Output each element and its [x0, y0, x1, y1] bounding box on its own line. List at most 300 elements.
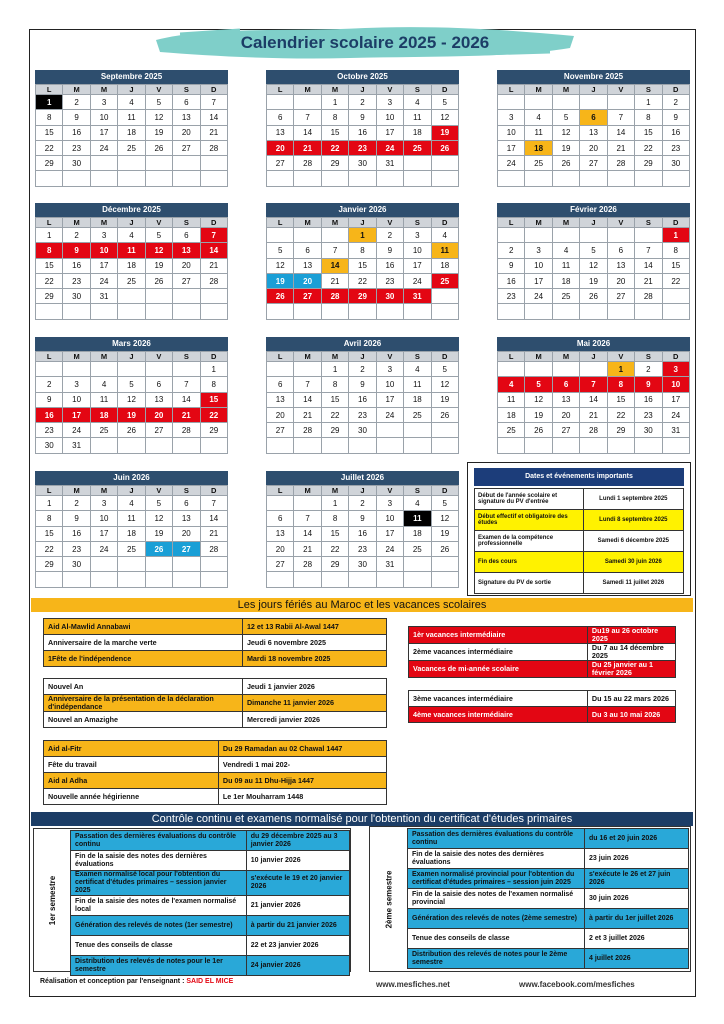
day-name: V — [376, 85, 403, 95]
day-cell: 21 — [580, 407, 607, 422]
empty-cell — [635, 171, 662, 186]
day-cell: 9 — [349, 110, 376, 125]
exam-task: Distribution des relevés de notes pour le 2ème semestre — [408, 949, 585, 969]
day-cell: 21 — [294, 541, 321, 556]
day-cell: 8 — [349, 243, 376, 258]
month-title: Juillet 2026 — [266, 471, 459, 485]
day-cell: 27 — [173, 273, 200, 288]
day-cell: 14 — [607, 125, 634, 140]
empty-cell — [145, 438, 172, 453]
holiday-row — [44, 695, 387, 712]
empty-cell — [525, 228, 552, 243]
important-date: Samedi 11 juillet 2026 — [583, 573, 683, 594]
exams-section-title: Contrôle continu et examens normalisé pour l'obtention du certificat d'études primaires — [31, 812, 693, 826]
day-cell: 24 — [63, 423, 90, 438]
empty-cell — [267, 95, 294, 110]
exam-row — [71, 956, 350, 976]
holidays-table-3 — [43, 740, 387, 805]
day-cell: 16 — [376, 258, 403, 273]
day-cell: 2 — [376, 228, 403, 243]
day-cell: 22 — [36, 541, 63, 556]
day-cell: 18 — [404, 125, 431, 140]
empty-cell — [294, 572, 321, 587]
empty-cell — [90, 557, 117, 572]
day-cell: 27 — [607, 289, 634, 304]
important-dates-title: Dates et événements importants — [474, 468, 684, 486]
day-cell: 18 — [118, 526, 145, 541]
day-name: L — [267, 352, 294, 362]
day-cell: 17 — [376, 392, 403, 407]
empty-cell — [431, 557, 458, 572]
footer-credit: Réalisation et conception par l'enseignant : SAID EL MICE — [40, 978, 234, 985]
empty-cell — [580, 95, 607, 110]
empty-cell — [63, 304, 90, 319]
day-name: S — [635, 218, 662, 228]
empty-cell — [90, 572, 117, 587]
day-cell: 22 — [36, 140, 63, 155]
day-cell: 18 — [404, 526, 431, 541]
day-name: L — [267, 218, 294, 228]
day-cell: 15 — [662, 258, 689, 273]
day-cell: 24 — [498, 156, 525, 171]
day-cell: 30 — [635, 423, 662, 438]
month-calendar — [497, 337, 690, 454]
empty-cell — [90, 362, 117, 377]
day-cell: 28 — [580, 423, 607, 438]
day-cell: 13 — [607, 258, 634, 273]
day-cell: 19 — [267, 273, 294, 288]
day-cell: 7 — [607, 110, 634, 125]
day-cell: 17 — [90, 125, 117, 140]
day-cell: 30 — [63, 289, 90, 304]
day-cell: 21 — [635, 273, 662, 288]
day-name: D — [431, 486, 458, 496]
holiday-name: Aid al-Fitr — [44, 741, 219, 757]
exam-task: Fin de la saisie des notes des dernières évaluations — [71, 851, 247, 871]
exam-task: Tenue des conseils de classe — [71, 936, 247, 956]
day-cell: 21 — [321, 273, 348, 288]
day-cell: 15 — [36, 125, 63, 140]
day-cell: 23 — [63, 140, 90, 155]
day-cell: 14 — [173, 392, 200, 407]
day-cell: 1 — [200, 362, 227, 377]
holiday-name: Aid al Adha — [44, 773, 219, 789]
empty-cell — [267, 228, 294, 243]
day-cell: 6 — [173, 496, 200, 511]
day-cell: 17 — [404, 258, 431, 273]
important-label: Fin des cours — [475, 552, 584, 573]
day-name: V — [145, 85, 172, 95]
important-label: Début de l'année scolaire et signature du PV d'entrée — [475, 489, 584, 510]
empty-cell — [376, 572, 403, 587]
empty-cell — [431, 289, 458, 304]
day-cell: 9 — [635, 377, 662, 392]
day-cell: 9 — [63, 243, 90, 258]
empty-cell — [580, 171, 607, 186]
day-cell: 22 — [200, 407, 227, 422]
day-cell: 20 — [267, 407, 294, 422]
day-cell: 10 — [376, 110, 403, 125]
day-cell: 14 — [294, 125, 321, 140]
holiday-date: Mercredi janvier 2026 — [242, 712, 386, 728]
exam-row — [71, 871, 350, 896]
empty-cell — [173, 156, 200, 171]
empty-cell — [580, 304, 607, 319]
day-name: S — [635, 85, 662, 95]
day-name: L — [498, 85, 525, 95]
day-cell: 18 — [525, 140, 552, 155]
day-cell: 23 — [349, 407, 376, 422]
semester-2-table — [407, 828, 689, 969]
day-cell: 1 — [36, 228, 63, 243]
empty-cell — [498, 228, 525, 243]
day-cell: 29 — [321, 156, 348, 171]
day-cell: 3 — [376, 496, 403, 511]
empty-cell — [607, 171, 634, 186]
day-cell: 6 — [173, 95, 200, 110]
day-cell: 9 — [349, 511, 376, 526]
day-cell: 15 — [349, 258, 376, 273]
important-date: Samedi 30 juin 2026 — [583, 552, 683, 573]
day-cell: 5 — [145, 228, 172, 243]
day-name: D — [200, 352, 227, 362]
day-cell: 6 — [145, 377, 172, 392]
day-cell: 26 — [580, 289, 607, 304]
holiday-row — [409, 627, 676, 644]
day-cell: 20 — [173, 526, 200, 541]
month-title: Avril 2026 — [266, 337, 459, 351]
empty-cell — [404, 423, 431, 438]
day-cell: 28 — [607, 156, 634, 171]
empty-cell — [145, 289, 172, 304]
day-cell: 7 — [294, 511, 321, 526]
vacation-table-1 — [408, 626, 676, 678]
empty-cell — [200, 289, 227, 304]
day-cell: 11 — [498, 392, 525, 407]
day-cell: 5 — [145, 496, 172, 511]
day-cell: 7 — [294, 377, 321, 392]
exam-date: 24 janvier 2026 — [246, 956, 349, 976]
empty-cell — [431, 572, 458, 587]
holiday-name: 3ème vacances intermédiaire — [409, 691, 588, 707]
day-cell: 17 — [376, 125, 403, 140]
day-cell: 31 — [404, 289, 431, 304]
day-cell: 27 — [267, 423, 294, 438]
empty-cell — [173, 557, 200, 572]
day-cell: 29 — [200, 423, 227, 438]
exam-row — [408, 829, 689, 849]
day-cell: 30 — [36, 438, 63, 453]
month-calendar — [497, 70, 690, 187]
day-name: J — [118, 486, 145, 496]
day-cell: 8 — [662, 243, 689, 258]
day-cell: 3 — [376, 95, 403, 110]
day-cell: 23 — [498, 289, 525, 304]
day-cell: 12 — [145, 243, 172, 258]
day-cell: 24 — [662, 407, 689, 422]
day-name: V — [145, 352, 172, 362]
day-cell: 6 — [267, 110, 294, 125]
vacation-table-2 — [408, 690, 676, 723]
day-cell: 17 — [662, 392, 689, 407]
month-calendar — [497, 203, 690, 320]
day-name: S — [404, 352, 431, 362]
day-cell: 4 — [404, 496, 431, 511]
semester-2-label: 2ème semestre — [384, 870, 394, 928]
day-cell: 12 — [145, 511, 172, 526]
day-cell: 10 — [498, 125, 525, 140]
day-cell: 4 — [404, 362, 431, 377]
day-cell: 29 — [635, 156, 662, 171]
day-name: J — [349, 486, 376, 496]
day-cell: 26 — [118, 423, 145, 438]
empty-cell — [200, 304, 227, 319]
month-title: Mai 2026 — [497, 337, 690, 351]
day-cell: 24 — [90, 541, 117, 556]
exam-row — [71, 851, 350, 871]
day-cell: 15 — [36, 258, 63, 273]
empty-cell — [607, 438, 634, 453]
day-cell: 23 — [63, 273, 90, 288]
day-cell: 1 — [321, 496, 348, 511]
day-cell: 19 — [552, 140, 579, 155]
exam-date: s'exécute le 19 et 20 janvier 2026 — [246, 871, 349, 896]
day-cell: 14 — [294, 526, 321, 541]
holiday-row — [44, 635, 387, 651]
empty-cell — [200, 557, 227, 572]
important-row — [475, 552, 684, 573]
month-calendar — [35, 471, 228, 588]
day-name: M — [63, 218, 90, 228]
day-cell: 29 — [36, 557, 63, 572]
holiday-row — [44, 712, 387, 728]
day-name: V — [376, 352, 403, 362]
day-cell: 2 — [349, 362, 376, 377]
exam-date: 10 janvier 2026 — [246, 851, 349, 871]
day-cell: 26 — [431, 140, 458, 155]
day-cell: 19 — [145, 526, 172, 541]
day-cell: 16 — [349, 392, 376, 407]
empty-cell — [145, 572, 172, 587]
holiday-date: Du 7 au 14 décembre 2025 — [587, 644, 675, 661]
holiday-date: Du 15 au 22 mars 2026 — [587, 691, 675, 707]
day-cell: 21 — [200, 125, 227, 140]
day-cell: 3 — [404, 228, 431, 243]
important-dates-panel — [467, 462, 691, 596]
day-cell: 3 — [90, 228, 117, 243]
day-cell: 15 — [321, 125, 348, 140]
day-name: L — [498, 352, 525, 362]
day-cell: 17 — [525, 273, 552, 288]
empty-cell — [404, 156, 431, 171]
day-name: V — [607, 352, 634, 362]
holiday-date: 12 et 13 Rabii Al-Awal 1447 — [242, 619, 386, 635]
day-cell: 12 — [552, 125, 579, 140]
day-name: S — [173, 218, 200, 228]
day-cell: 13 — [267, 526, 294, 541]
exam-task: Génération des relevés de notes (2ème semestre) — [408, 909, 585, 929]
footer-website-link[interactable]: www.mesfiches.net — [376, 980, 450, 989]
holiday-name: 1èr vacances intermédiaire — [409, 627, 588, 644]
day-cell: 8 — [36, 511, 63, 526]
day-cell: 21 — [173, 407, 200, 422]
day-cell: 10 — [404, 243, 431, 258]
day-cell: 18 — [118, 258, 145, 273]
day-cell: 27 — [552, 423, 579, 438]
empty-cell — [173, 304, 200, 319]
day-cell: 28 — [200, 273, 227, 288]
day-name: V — [145, 486, 172, 496]
day-name: L — [267, 486, 294, 496]
day-cell: 28 — [294, 423, 321, 438]
day-cell: 13 — [173, 243, 200, 258]
day-cell: 19 — [580, 273, 607, 288]
day-cell: 21 — [200, 526, 227, 541]
day-name: M — [90, 85, 117, 95]
day-cell: 26 — [145, 140, 172, 155]
empty-cell — [200, 156, 227, 171]
empty-cell — [349, 304, 376, 319]
footer-author: SAID EL MICE — [186, 978, 234, 985]
month-calendar — [35, 203, 228, 320]
day-cell: 10 — [376, 511, 403, 526]
empty-cell — [498, 304, 525, 319]
empty-cell — [294, 304, 321, 319]
day-cell: 20 — [552, 407, 579, 422]
day-cell: 15 — [200, 392, 227, 407]
day-cell: 15 — [36, 526, 63, 541]
day-cell: 20 — [173, 125, 200, 140]
exam-date: s'exécute le 26 et 27 juin 2026 — [585, 869, 689, 889]
day-cell: 9 — [498, 258, 525, 273]
day-cell: 29 — [321, 423, 348, 438]
empty-cell — [580, 438, 607, 453]
day-cell: 1 — [321, 95, 348, 110]
day-cell: 17 — [90, 526, 117, 541]
day-name: M — [552, 352, 579, 362]
day-cell: 1 — [36, 95, 63, 110]
day-cell: 3 — [525, 243, 552, 258]
day-name: D — [662, 352, 689, 362]
empty-cell — [294, 438, 321, 453]
month-title: Janvier 2026 — [266, 203, 459, 217]
day-name: S — [173, 352, 200, 362]
day-cell: 28 — [635, 289, 662, 304]
exam-date: 22 et 23 janvier 2026 — [246, 936, 349, 956]
day-name: M — [321, 352, 348, 362]
day-cell: 15 — [321, 392, 348, 407]
day-name: L — [36, 85, 63, 95]
exam-row — [71, 831, 350, 851]
empty-cell — [118, 438, 145, 453]
month-title: Novembre 2025 — [497, 70, 690, 84]
empty-cell — [267, 362, 294, 377]
day-name: M — [552, 218, 579, 228]
day-cell: 6 — [294, 243, 321, 258]
exam-date: 23 juin 2026 — [585, 849, 689, 869]
day-cell: 12 — [267, 258, 294, 273]
holiday-date: Jeudi 1 janvier 2026 — [242, 679, 386, 695]
day-cell: 1 — [36, 496, 63, 511]
empty-cell — [63, 572, 90, 587]
day-name: M — [525, 352, 552, 362]
empty-cell — [145, 304, 172, 319]
day-name: M — [294, 85, 321, 95]
day-cell: 8 — [321, 110, 348, 125]
empty-cell — [498, 362, 525, 377]
empty-cell — [498, 95, 525, 110]
day-cell: 20 — [145, 407, 172, 422]
empty-cell — [63, 362, 90, 377]
footer-facebook-link[interactable]: www.facebook.com/mesfiches — [519, 980, 635, 989]
day-cell: 24 — [525, 289, 552, 304]
day-cell: 18 — [498, 407, 525, 422]
day-cell: 24 — [376, 140, 403, 155]
day-cell: 16 — [349, 125, 376, 140]
day-cell: 13 — [173, 511, 200, 526]
holiday-name: 4ème vacances intermédiaire — [409, 707, 588, 723]
day-cell: 4 — [118, 496, 145, 511]
empty-cell — [349, 171, 376, 186]
month-calendar — [266, 70, 459, 187]
day-cell: 5 — [431, 95, 458, 110]
empty-cell — [349, 438, 376, 453]
exam-task: Fin de la saisie des notes de l'examen normalisé local — [71, 896, 247, 916]
day-cell: 6 — [607, 243, 634, 258]
day-cell: 7 — [580, 377, 607, 392]
day-cell: 21 — [200, 258, 227, 273]
empty-cell — [36, 304, 63, 319]
empty-cell — [431, 304, 458, 319]
day-cell: 13 — [145, 392, 172, 407]
holiday-name: Nouvel An — [44, 679, 243, 695]
exam-task: Fin de la saisie des notes de l'examen normalisé provincial — [408, 889, 585, 909]
important-date: Lundi 8 septembre 2025 — [583, 510, 683, 531]
day-cell: 13 — [580, 125, 607, 140]
empty-cell — [404, 557, 431, 572]
day-cell: 23 — [349, 541, 376, 556]
holiday-row — [44, 741, 387, 757]
day-cell: 14 — [635, 258, 662, 273]
day-name: V — [376, 218, 403, 228]
day-cell: 8 — [36, 110, 63, 125]
empty-cell — [607, 95, 634, 110]
day-cell: 8 — [635, 110, 662, 125]
day-name: D — [662, 85, 689, 95]
day-cell: 19 — [525, 407, 552, 422]
day-cell: 11 — [90, 392, 117, 407]
holiday-name: Anniversaire de la marche verte — [44, 635, 243, 651]
exam-date: du 29 décembre 2025 au 3 janvier 2026 — [246, 831, 349, 851]
important-row — [475, 510, 684, 531]
exam-task: Distribution des relevés de notes pour le 1er semestre — [71, 956, 247, 976]
day-cell: 6 — [580, 110, 607, 125]
day-cell: 4 — [552, 243, 579, 258]
day-cell: 10 — [90, 511, 117, 526]
day-cell: 21 — [607, 140, 634, 155]
day-cell: 13 — [294, 258, 321, 273]
day-name: S — [404, 85, 431, 95]
day-cell: 20 — [580, 140, 607, 155]
day-cell: 26 — [431, 541, 458, 556]
empty-cell — [376, 304, 403, 319]
day-cell: 2 — [36, 377, 63, 392]
holiday-date: Du 09 au 11 Dhu-Hijja 1447 — [218, 773, 386, 789]
day-name: D — [431, 352, 458, 362]
holiday-date: Du19 au 26 octobre 2025 — [587, 627, 675, 644]
semester-1-table — [70, 830, 350, 976]
day-cell: 4 — [118, 228, 145, 243]
